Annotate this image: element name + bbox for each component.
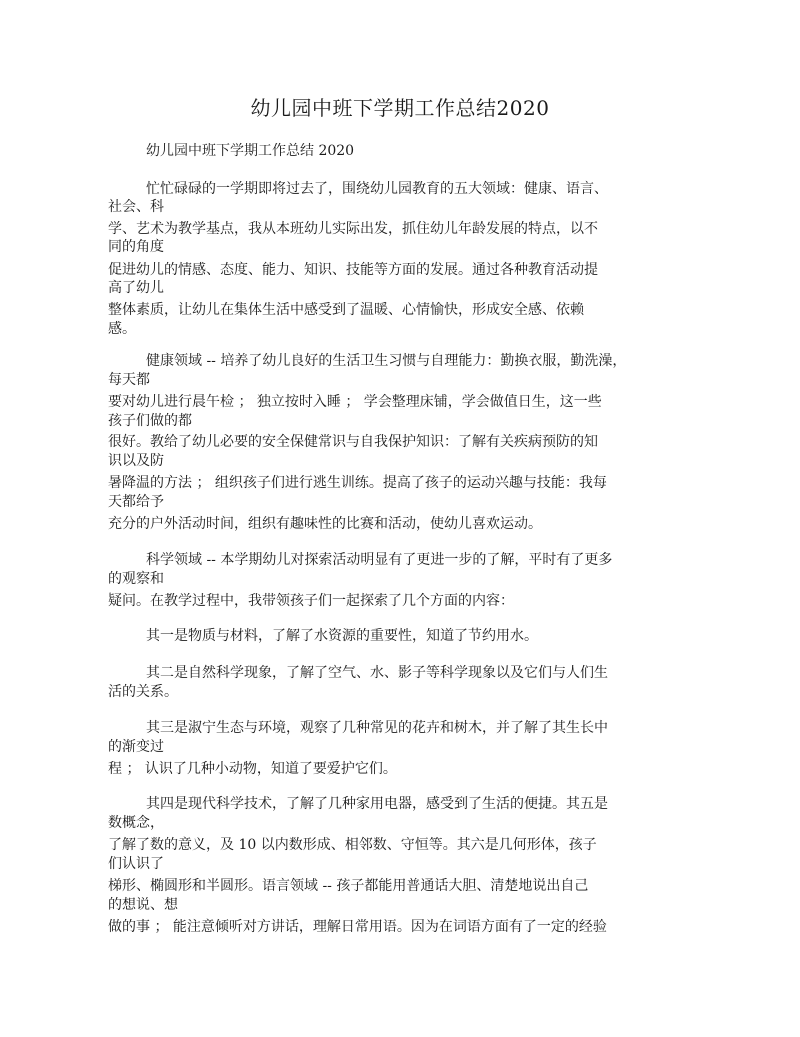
doc-line: 科学领域 -- 本学期幼儿对探索活动明显有了更进一步的了解，平时有了更多	[146, 552, 613, 568]
doc-line: 做的事 ； 能注意倾听对方讲话，理解日常用语。因为在词语方面有了一定的经验	[108, 919, 607, 935]
doc-line: 识以及防	[108, 453, 164, 469]
doc-line: 的渐变过	[108, 739, 164, 755]
doc-line: 的观察和	[108, 571, 164, 587]
doc-line: 活的关系。	[108, 684, 178, 700]
doc-line: 暑降温的方法 ； 组织孩子们进行逃生训练。提高了孩子的运动兴趣与技能：我每	[108, 475, 607, 491]
doc-line: 其一是物质与材料，了解了水资源的重要性，知道了节约用水。	[146, 628, 538, 644]
doc-line: 天都给予	[108, 494, 164, 510]
doc-line: 其三是淑宁生态与环境，观察了几种常见的花卉和树木，并了解了其生长中	[146, 720, 608, 736]
doc-line: 其二是自然科学现象，了解了空气、水、影子等科学现象以及它们与人们生	[146, 665, 608, 681]
doc-line: 的想说、想	[108, 897, 178, 913]
doc-line: 健康领域 -- 培养了幼儿良好的生活卫生习惯与自理能力：勤换衣服，勤洗澡，	[146, 353, 627, 369]
doc-line: 同的角度	[108, 239, 164, 255]
doc-line: 梯形、椭圆形和半圆形。语言领域 -- 孩子都能用普通话大胆、清楚地说出自己	[108, 878, 589, 894]
doc-line: 每天都	[108, 372, 150, 388]
doc-line: 要对幼儿进行晨午检 ； 独立按时入睡 ； 学会整理床铺，学会做值日生，这一些	[108, 394, 602, 410]
doc-line: 程 ； 认识了几种小动物，知道了要爱护它们。	[108, 761, 397, 777]
doc-line: 忙忙碌碌的一学期即将过去了，围绕幼儿园教育的五大领域：健康、语言、	[146, 181, 608, 197]
doc-line: 促进幼儿的情感、态度、能力、知识、技能等方面的发展。通过各种教育活动提	[108, 262, 598, 278]
doc-line: 孩子们做的都	[108, 413, 192, 429]
doc-line: 了解了数的意义，及 10 以内数形成、相邻数、守恒等。其六是几何形体，孩子	[108, 837, 597, 853]
doc-line: 充分的户外活动时间，组织有趣味性的比赛和活动，使幼儿喜欢运动。	[108, 516, 542, 532]
doc-line: 疑问。在教学过程中，我带领孩子们一起探索了几个方面的内容：	[108, 593, 514, 609]
doc-line: 学、艺术为教学基点，我从本班幼儿实际出发，抓住幼儿年龄发展的特点，以不	[108, 221, 598, 237]
doc-line: 整体素质，让幼儿在集体生活中感受到了温暖、心情愉快，形成安全感、依赖	[108, 302, 584, 318]
doc-line: 幼儿园中班下学期工作总结 2020	[146, 143, 355, 159]
doc-line: 感。	[108, 321, 136, 337]
doc-line: 社会、科	[108, 199, 164, 215]
doc-line: 很好。教给了幼儿必要的安全保健常识与自我保护知识：了解有关疾病预防的知	[108, 434, 598, 450]
doc-line: 数概念，	[108, 815, 164, 831]
doc-line: 其四是现代科学技术，了解了几种家用电器，感受到了生活的便捷。其五是	[146, 796, 608, 812]
doc-line: 们认识了	[108, 856, 164, 872]
doc-line: 高了幼儿	[108, 280, 164, 296]
document-title: 幼儿园中班下学期工作总结2020	[250, 96, 550, 120]
